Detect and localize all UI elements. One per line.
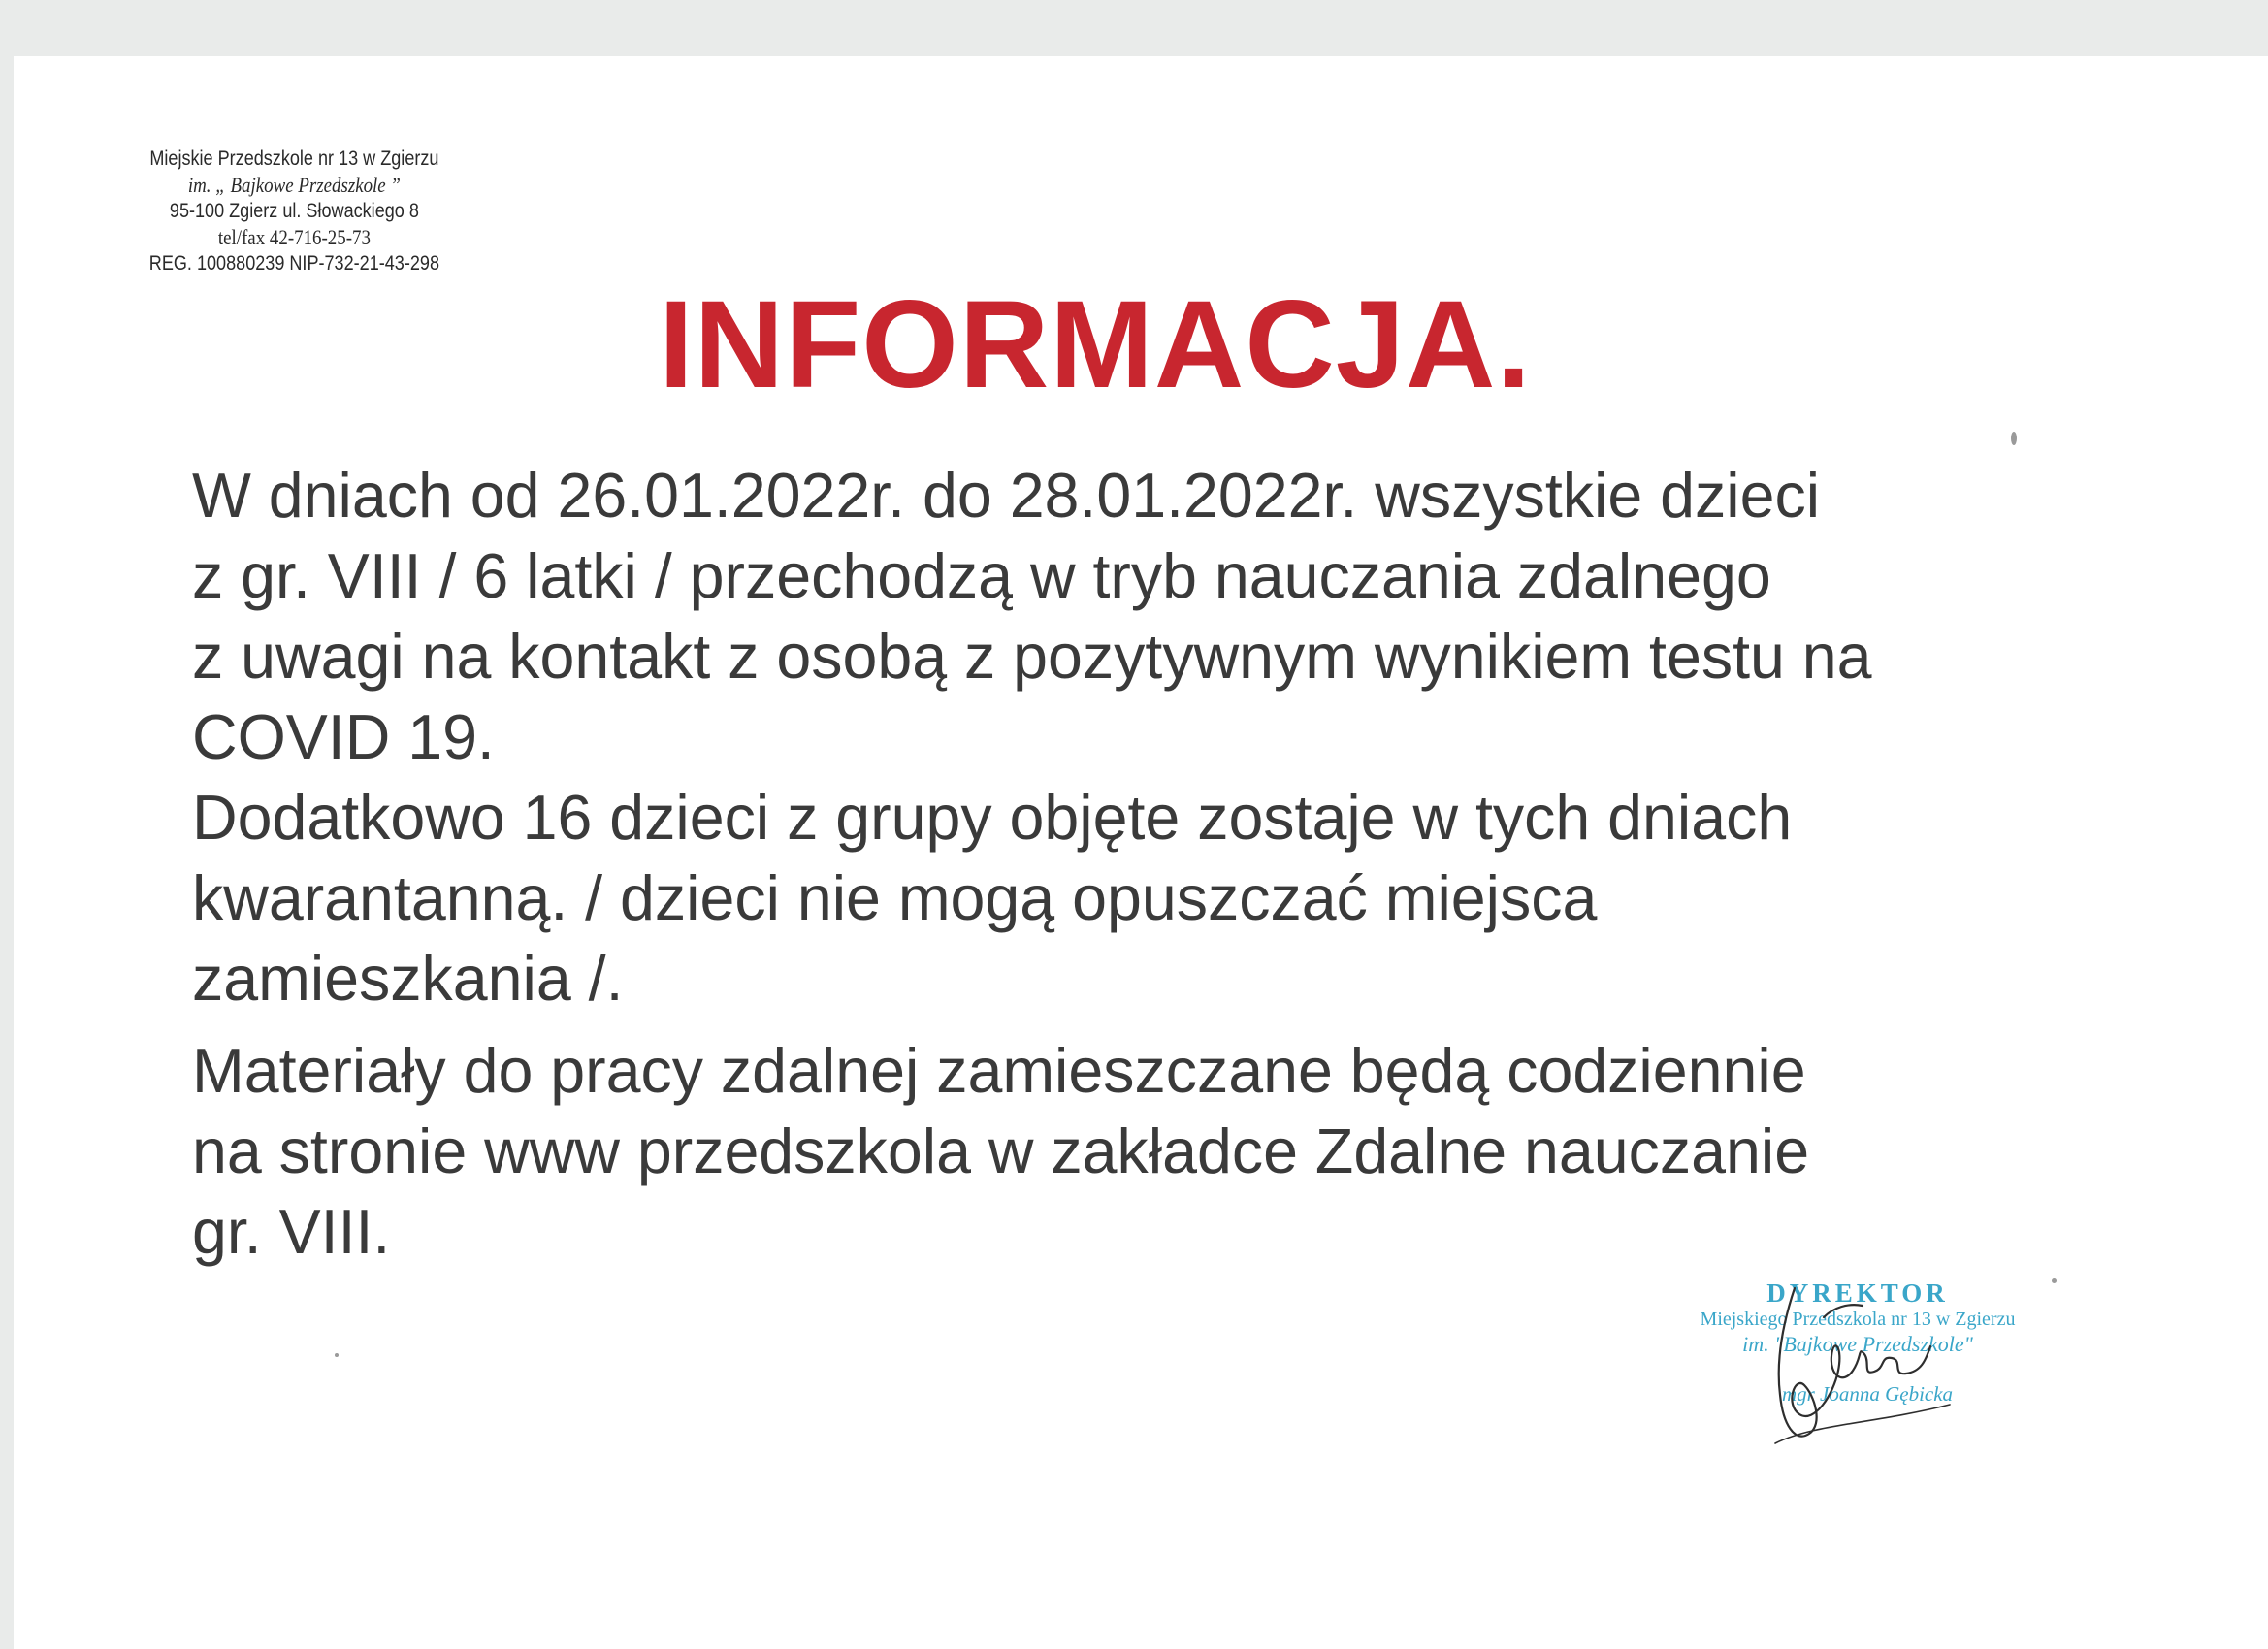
stamp-patron: im. "Bajkowe Przedszkole" (1742, 1332, 1973, 1356)
stamp-title: DYREKTOR (1766, 1278, 1949, 1308)
scan-speck (2052, 1278, 2057, 1283)
body-line: z gr. VIII / 6 latki / przechodzą w tryb nauczania zdalnego (192, 541, 1771, 611)
stamp-institution: Miejskiego Przedszkola nr 13 w Zgierzu (1700, 1309, 2016, 1330)
paragraph-notice (192, 456, 2132, 1019)
body-line: z uwagi na kontakt z osobą z pozytywnym wynikiem testu na (192, 622, 1872, 692)
institution-phone: tel/fax 42-716-25-73 (217, 225, 371, 249)
body-line: W dniach od 26.01.2022r. do 28.01.2022r. wszystkie dzieci (192, 461, 1821, 531)
page-title: INFORMACJA. (659, 275, 1532, 414)
body-line: Materiały do pracy zdalnej zamieszczane będą codziennie (192, 1036, 1806, 1106)
announcement-body (192, 456, 2132, 1273)
body-line: na stronie www przedszkola w zakładce Zdalne nauczanie (192, 1116, 1810, 1186)
stamp-director-name: mgr Joanna Gębicka (1781, 1382, 1954, 1406)
body-line: COVID 19. (192, 702, 495, 772)
body-line: Dodatkowo 16 dzieci z grupy objęte zostaje w tych dniach (192, 783, 1793, 853)
handwritten-signature (1756, 1278, 1979, 1453)
body-line: kwarantanną. / dzieci nie mogą opuszczać miejsca (192, 863, 1598, 933)
body-line: gr. VIII. (192, 1197, 391, 1267)
scan-speck (335, 1353, 339, 1357)
institution-patron: im. „ Bajkowe Przedszkole ” (187, 173, 401, 197)
body-line: zamieszkania /. (192, 944, 624, 1014)
scan-speck (2011, 432, 2017, 445)
institution-name: Miejskie Przedszkole nr 13 w Zgierzu (149, 147, 439, 170)
institution-registration: REG. 100880239 NIP-732-21-43-298 (148, 252, 439, 275)
paragraph-materials (192, 1031, 2132, 1273)
institution-header (136, 146, 453, 276)
institution-address: 95-100 Zgierz ul. Słowackiego 8 (169, 200, 419, 222)
